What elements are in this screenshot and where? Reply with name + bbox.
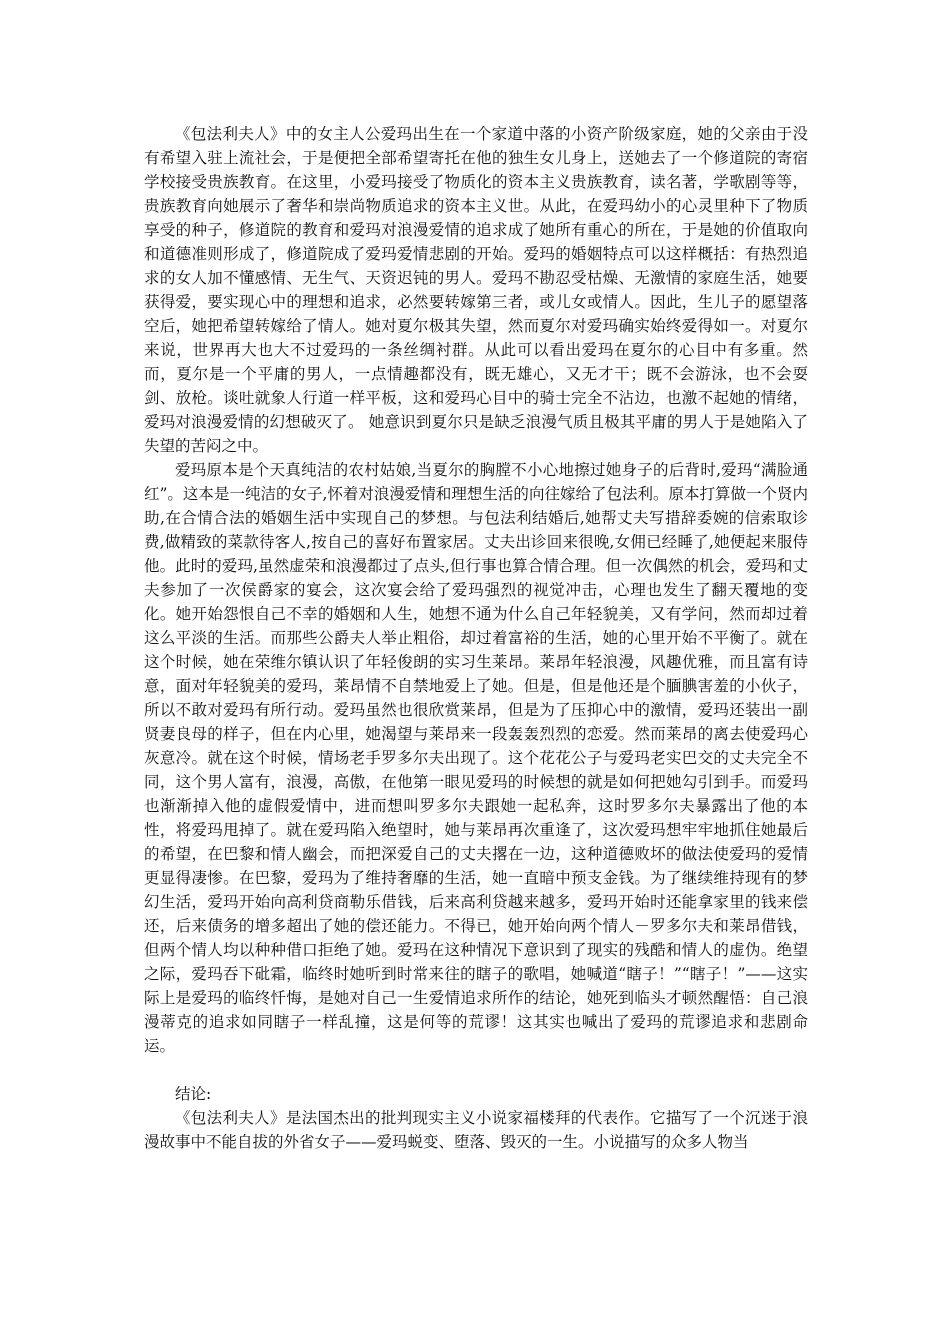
paragraph-emma-background: 《包法利夫人》中的女主人公爱玛出生在一个家道中落的小资产阶级家庭，她的父亲由于没有希望入驻上流社会，于是便把全部希望寄托在他的独生女儿身上，送她去了一个修道院的寄宿学校接受贵族教育。在这里，小爱玛接受了物质化的资本主义贵族教育，读名著，学歌剧等等，贵族教育向她展示了奢华和崇尚物质追求的资本主义世。从此，在爱玛幼小的心灵里种下了物质享受的种子，修道院的教育和爱玛对浪漫爱情的追求成了她所有重心的所在，于是她的价值取向和道德准则形成了，修道院成了爱玛爱情悲剧的开始。爱玛的婚姻特点可以这样概括：有热烈追求的女人加不懂感情、无生气、天资迟钝的男人。爱玛不勘忍受枯燥、无激情的家庭生活，她要获得爱，要实现心中的理想和追求，必然要转嫁第三者，或儿女或情人。因此，生儿子的愿望落空后，她把希望转嫁给了情人。她对夏尔极其失望，然而夏尔对爱玛确实始终爱得如一。对夏尔来说，世界再大也大不过爱玛的一条丝绸衬群。从此可以看出爱玛在夏尔的心目中有多重。然而，夏尔是一个平庸的男人，一点情趣都没有，既无雄心，又无才干；既不会游泳，也不会耍剑、放枪。谈吐就象人行道一样平板，这和爱玛心目中的骑士完全不沾边，也激不起她的情绪， 爱玛对浪漫爱情的幻想破灭了。 她意识到夏尔只是缺乏浪漫气质且极其平庸的男人于是她陷入了失望的苦闷之中。 bbox=[144, 125, 808, 455]
paragraph-conclusion: 《包法利夫人》是法国杰出的批判现实主义小说家福楼拜的代表作。它描写了一个沉迷于浪漫故事中不能自拔的外省女子——爱玛蜕变、堕落、毁灭的一生。小说描写的众多人物当 bbox=[144, 1109, 808, 1151]
conclusion-heading: 结论: bbox=[175, 1085, 212, 1103]
paragraph-spacer bbox=[144, 1058, 808, 1082]
paragraph-emma-tragedy: 爱玛原本是个天真纯洁的农村姑娘,当夏尔的胸膛不小心地擦过她身子的后背时,爱玛“满脸通红”。这本是一纯洁的女子,怀着对浪漫爱情和理想生活的向往嫁给了包法利。原本打算做一个贤内助,在合情合法的婚姻生活中实现自己的梦想。与包法利结婚后,她帮丈夫写措辞委婉的信索取诊费,做精致的菜款待客人,按自己的喜好布置家居。丈夫出诊回来很晚,女佣已经睡了,她便起来服侍他。此时的爱玛,虽然虚荣和浪漫都过了点头,但行事也算合情合理。但一次偶然的机会，爱玛和丈夫参加了一次侯爵家的宴会，这次宴会给了爱玛强烈的视觉冲击，心理也发生了翻天覆地的变化。她开始怨恨自己不幸的婚姻和人生，她想不通为什么自己年轻貌美，又有学问，然而却过着这么平淡的生活。而那些公爵夫人举止粗俗，却过着富裕的生活，她的心里开始不平衡了。就在这个时候，她在荣维尔镇认识了年轻俊朗的实习生莱昂。莱昂年轻浪漫，风趣优雅，而且富有诗意，面对年轻貌美的爱玛，莱昂情不自禁地爱上了她。但是，但是他还是个腼腆害羞的小伙子，所以不敢对爱玛有所行动。爱玛虽然也很欣赏莱昂，但是为了压抑心中的激情，爱玛还装出一副贤妻良母的样子，但在内心里，她渴望与莱昂来一段轰轰烈烈的恋爱。然而莱昂的离去使爱玛心灰意冷。就在这个时候，情场老手罗多尔夫出现了。这个花花公子与爱玛老实巴交的丈夫完全不同，这个男人富有，浪漫，高傲，在他第一眼见爱玛的时候想的就是如何把她勾引到手。而爱玛也渐渐掉入他的虚假爱情中，进而想叫罗多尔夫跟她一起私奔，这时罗多尔夫暴露出了他的本性，将爱玛甩掉了。就在爱玛陷入绝望时，她与莱昂再次重逢了，这次爱玛想牢牢地抓住她最后的希望，在巴黎和情人幽会，而把深爱自己的丈夫撂在一边，这种道德败坏的做法使爱玛的爱情更显得凄惨。在巴黎，爱玛为了维持奢靡的生活，她一直暗中预支金钱。为了继续维持现有的梦幻生活，爱玛开始向高利贷商勒乐借钱，后来高利贷越来越多，爱玛开始时还能拿家里的钱来偿还，后来债务的增多超出了她的偿还能力。不得已，她开始向两个情人－罗多尔夫和莱昂借钱，但两个情人均以种种借口拒绝了她。爱玛在这种情况下意识到了现实的残酷和情人的虚伪。绝望之际，爱玛吞下砒霜，临终时她听到时常来往的瞎子的歌唱，她喊道“瞎子！”“瞎子！”——这实际上是爱玛的临终忏悔，是她对自己一生爱情追求所作的结论，她死到临头才顿然醒悟：自己浪漫蒂克的追求如同瞎子一样乱撞，这是何等的荒谬！这其实也喊出了爱玛的荒谬追求和悲剧命运。 bbox=[144, 461, 808, 1055]
document-body bbox=[144, 122, 808, 1154]
